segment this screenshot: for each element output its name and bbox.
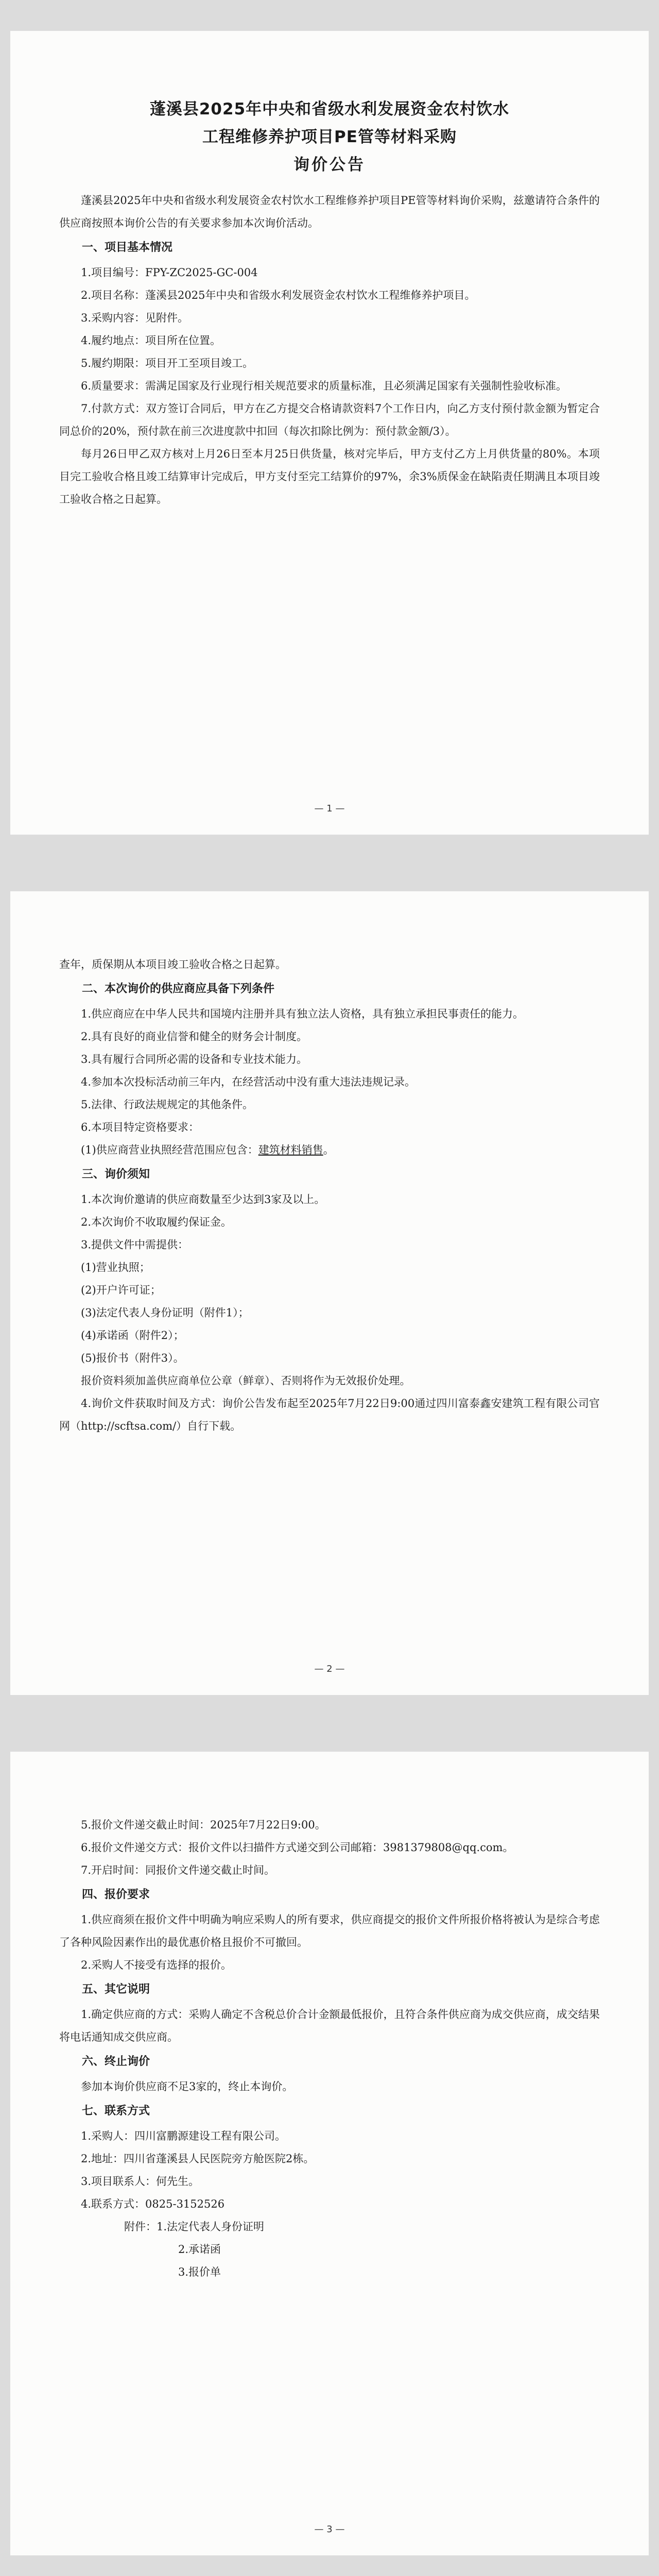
section-7-heading: 七、联系方式 <box>82 2105 150 2117</box>
section-3-item-9: 报价资料须加盖供应商单位公章（鲜章）、否则将作为无效报价处理。 <box>81 1375 411 1387</box>
page-number-3: — 3 — <box>314 2524 345 2535</box>
section-2-item-6: 6.本项目特定资格要求： <box>81 1121 200 1133</box>
section-3b-item-6: 6.报价文件递交方式：报价文件以扫描件方式递交到公司邮箱：3981379808@qq.com。 <box>81 1841 514 1854</box>
section-7-item-4: 4.联系方式：0825-3152526 <box>81 2198 225 2210</box>
section-6-item-1: 参加本询价供应商不足3家的，终止本询价。 <box>81 2080 293 2093</box>
section-1-item-5: 5.履约期限：项目开工至项目竣工。 <box>81 357 254 369</box>
attachment-1: 1.法定代表人身份证明 <box>157 2221 265 2233</box>
section-2-item-5: 5.法律、行政法规规定的其他条件。 <box>81 1098 254 1111</box>
section-3-item-5: (2)开户许可证； <box>81 1284 161 1296</box>
section-3-item-2: 2.本次询价不收取履约保证金。 <box>81 1216 232 1228</box>
section-1-item-2: 2.项目名称：蓬溪县2025年中央和省级水利发展资金农村饮水工程维修养护项目。 <box>81 289 476 301</box>
document-page-3 <box>10 1752 649 2555</box>
section-3-item-10: 4.询价文件获取时间及方式：询价公告发布起至2025年7月22日9:00通过四川富泰鑫安建筑工程有限公司官网（http://scftsa.com/）自行下载。 <box>59 1397 600 1432</box>
section-3-item-4: (1)营业执照； <box>81 1261 150 1274</box>
section-3-item-1: 1.本次询价邀请的供应商数量至少达到3家及以上。 <box>81 1193 325 1206</box>
attachments-line <box>59 2215 600 2238</box>
section-1-item-3: 3.采购内容：见附件。 <box>81 312 189 324</box>
section-2-item-7-suffix: 。 <box>323 1144 334 1156</box>
document-title-line-2: 工程维修养护项目PE管等材料采购 <box>202 128 457 146</box>
section-2-item-3: 3.具有履行合同所必需的设备和专业技术能力。 <box>81 1053 308 1065</box>
section-3-heading: 三、询价须知 <box>82 1168 150 1181</box>
page-number-2: — 2 — <box>314 1664 345 1674</box>
business-scope-keyword: 建筑材料销售 <box>258 1144 323 1156</box>
section-3-item-6: (3)法定代表人身份证明（附件1）； <box>81 1307 249 1319</box>
section-1-item-1: 1.项目编号：FPY-ZC2025-GC-004 <box>81 266 258 279</box>
section-1-item-7: 7.付款方式：双方签订合同后，甲方在乙方提交合格请款资料7个工作日内，向乙方支付预付款金额为暂定合同总价的20%，预付款在前三次进度款中扣回（每次扣除比例为：预付款金额/3）。 <box>59 402 600 437</box>
attachment-3: 3.报价单 <box>178 2266 221 2278</box>
section-5-item-1: 1.确定供应商的方式：采购人确定不含税总价合计金额最低报价，且符合条件供应商为成交供应商，成交结果将电话通知成交供应商。 <box>59 2008 600 2043</box>
section-6-heading: 六、终止询价 <box>82 2055 150 2068</box>
section-7-item-3: 3.项目联系人：何先生。 <box>81 2175 200 2188</box>
section-2-item-1: 1.供应商应在中华人民共和国境内注册并具有独立法人资格，具有独立承担民事责任的能力。 <box>81 1008 524 1020</box>
section-4-item-1: 1.供应商须在报价文件中明确为响应采购人的所有要求，供应商提交的报价文件所报价格将被认为是综合考虑了各种风险因素作出的最优惠价格且报价不可撤回。 <box>59 1913 600 1948</box>
section-7-item-1: 1.采购人：四川富鹏源建设工程有限公司。 <box>81 2130 286 2142</box>
section-1-item-8: 每月26日甲乙双方核对上月26日至本月25日供货量，核对完毕后，甲方支付乙方上月供货量的80%。本项目完工验收合格且竣工结算审计完成后，甲方支付至完工结算价的97%，余3%质保金在缺陷责任期满且本项目竣工验收合格之日起算。 <box>59 448 600 505</box>
section-1-heading: 一、项目基本情况 <box>82 241 173 254</box>
document-title-line-3: 询价公告 <box>293 156 366 174</box>
section-4-heading: 四、报价要求 <box>82 1888 150 1901</box>
section-3-item-3: 3.提供文件中需提供： <box>81 1239 189 1251</box>
document-title-line-1: 蓬溪县2025年中央和省级水利发展资金农村饮水 <box>149 100 510 118</box>
section-1-item-4: 4.履约地点：项目所在位置。 <box>81 334 221 347</box>
section-2-item-7-text: (1)供应商营业执照经营范围应包含： <box>81 1144 258 1156</box>
page-2-continuation: 查年，质保期从本项目竣工验收合格之日起算。 <box>59 958 286 971</box>
section-2-item-7 <box>59 1139 600 1161</box>
section-3-item-7: (4)承诺函（附件2）； <box>81 1329 184 1342</box>
section-2-item-2: 2.具有良好的商业信誉和健全的财务会计制度。 <box>81 1030 308 1043</box>
attachments-label: 附件： <box>124 2221 157 2233</box>
section-3b-item-5: 5.报价文件递交截止时间：2025年7月22日9:00。 <box>81 1819 326 1831</box>
section-5-heading: 五、其它说明 <box>82 1983 150 1996</box>
document-page-2 <box>10 891 649 1695</box>
intro-paragraph: 蓬溪县2025年中央和省级水利发展资金农村饮水工程维修养护项目PE管等材料询价采购，兹邀请符合条件的供应商按照本询价公告的有关要求参加本次询价活动。 <box>59 194 600 229</box>
section-7-item-2: 2.地址：四川省蓬溪县人民医院旁方舱医院2栋。 <box>81 2153 315 2165</box>
document-page-1 <box>10 31 649 835</box>
attachment-2: 2.承诺函 <box>178 2243 221 2256</box>
page-number-1: — 1 — <box>314 803 345 814</box>
section-4-item-2: 2.采购人不接受有选择的报价。 <box>81 1959 232 1971</box>
section-2-item-4: 4.参加本次投标活动前三年内，在经营活动中没有重大违法违规记录。 <box>81 1076 416 1088</box>
section-1-item-6: 6.质量要求：需满足国家及行业现行相关规范要求的质量标准，且必须满足国家有关强制性验收标准。 <box>81 380 567 392</box>
section-3b-item-7: 7.开启时间：同报价文件递交截止时间。 <box>81 1864 275 1876</box>
section-2-heading: 二、本次询价的供应商应具备下列条件 <box>82 982 275 995</box>
section-3-item-8: (5)报价书（附件3）。 <box>81 1352 184 1364</box>
